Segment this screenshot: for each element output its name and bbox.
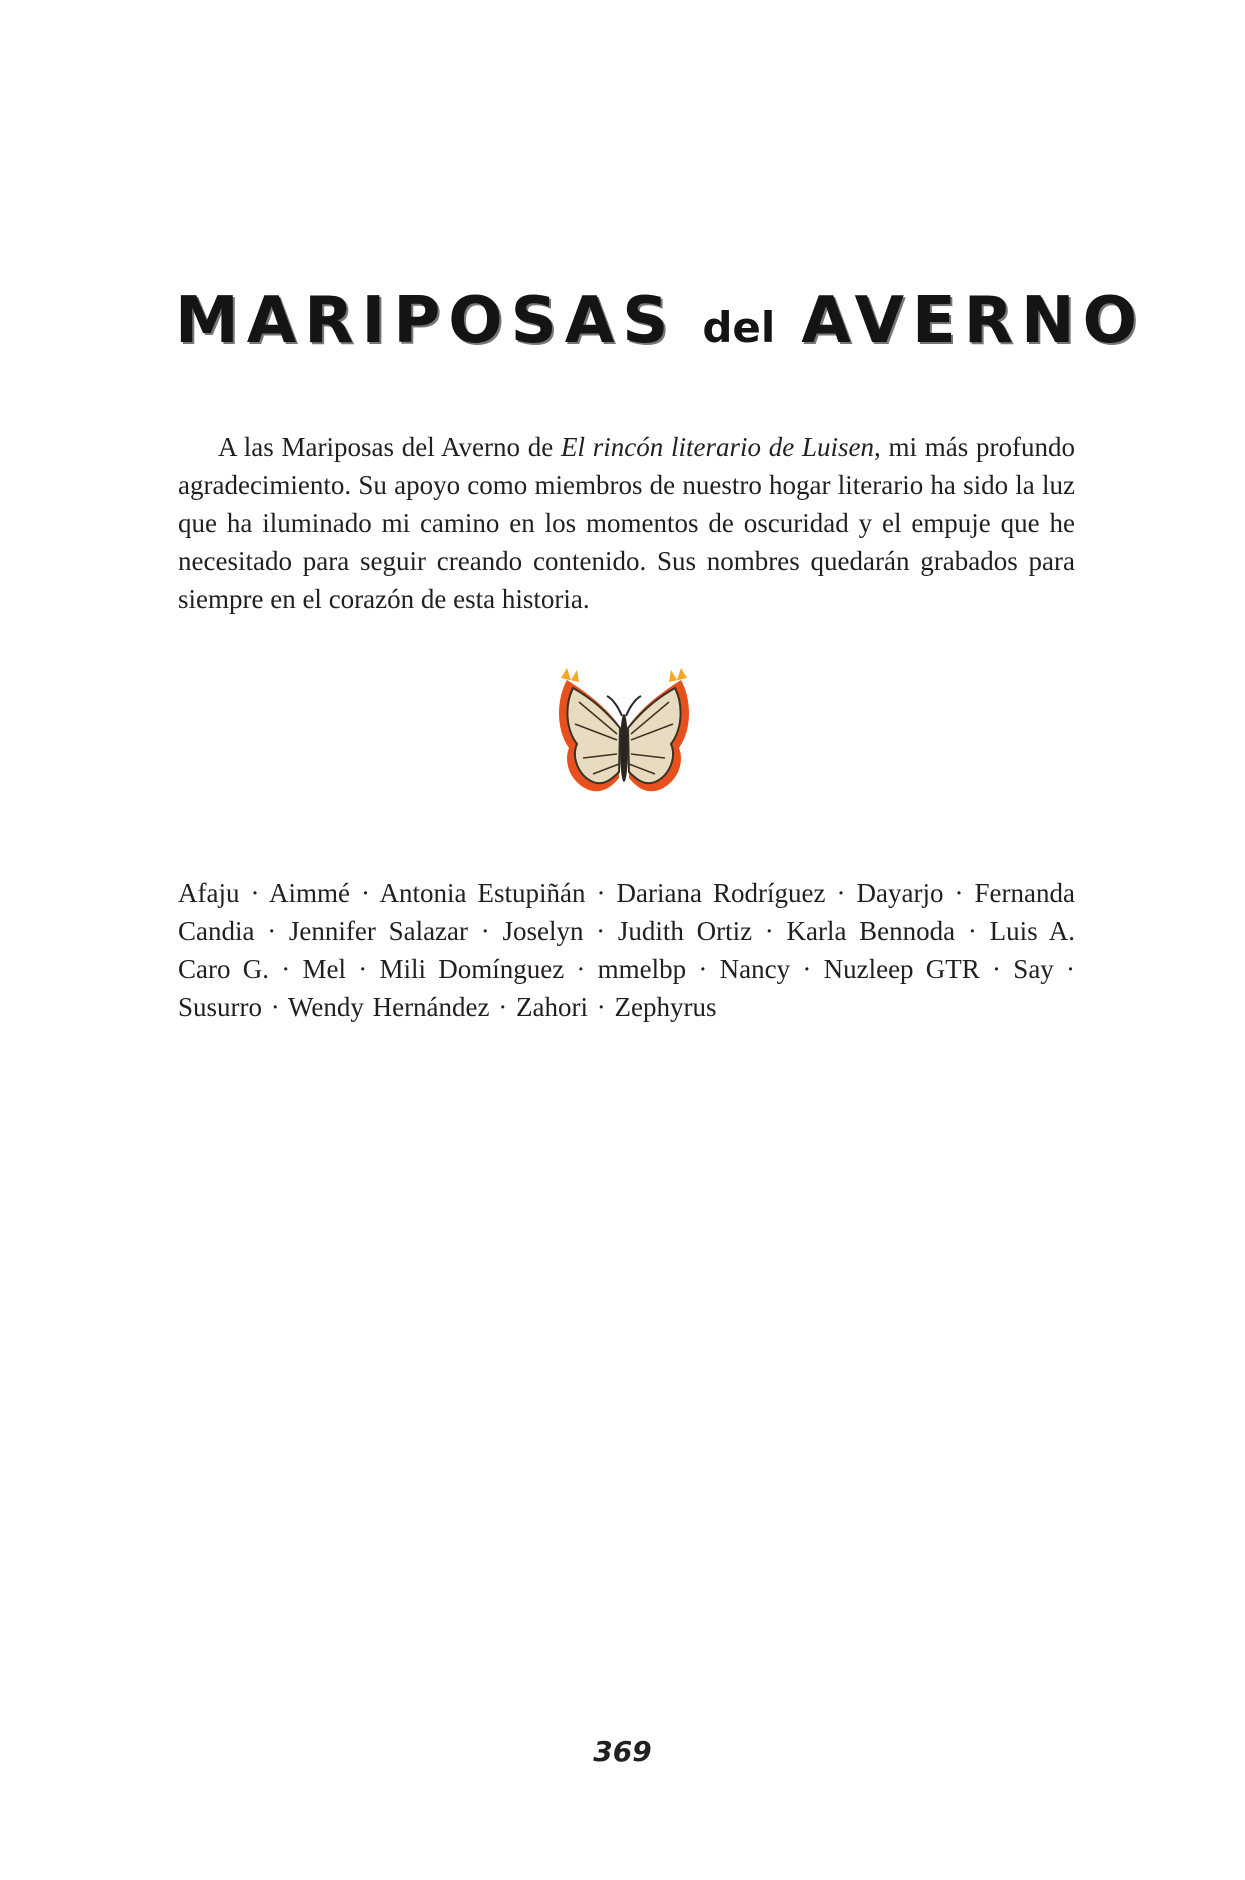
supporter-name: Fernanda Candia bbox=[178, 878, 1075, 946]
supporter-name: Mel bbox=[302, 954, 346, 984]
supporter-name: Judith Ortiz bbox=[617, 916, 753, 946]
page-number: 369 bbox=[593, 1735, 652, 1768]
title-word-averno: AVERNO bbox=[801, 284, 1145, 358]
name-separator: · bbox=[583, 916, 618, 946]
supporters-list bbox=[178, 874, 1075, 1026]
supporter-name: Nuzleep GTR bbox=[823, 954, 980, 984]
dedication-text-end: , mi más profundo agradecimiento. Su apoyo como miembros de nuestro hogar literario ha sido la luz que ha iluminado mi camino en los momentos de oscuridad y el empuje que he necesitado para seguir creando contenido. Sus nombres quedarán grabados para siempre en el corazón de esta historia. bbox=[178, 432, 1075, 614]
supporter-name: Zephyrus bbox=[614, 992, 717, 1022]
dedication-book-title: El rincón literario de Luisen bbox=[560, 432, 874, 462]
supporter-name: mmelbp bbox=[597, 954, 687, 984]
supporter-name: Jennifer Salazar bbox=[288, 916, 469, 946]
title-word-del: del bbox=[702, 303, 776, 352]
supporter-name: Dariana Rodríguez bbox=[616, 878, 826, 908]
dedication-paragraph bbox=[178, 428, 1075, 618]
name-separator: · bbox=[955, 916, 990, 946]
name-separator: · bbox=[345, 954, 380, 984]
name-separator: · bbox=[752, 916, 787, 946]
name-separator: · bbox=[254, 916, 289, 946]
supporter-name: Aimmé bbox=[269, 878, 351, 908]
name-separator: · bbox=[979, 954, 1014, 984]
supporter-name: Karla Bennoda bbox=[786, 916, 956, 946]
name-separator: · bbox=[564, 954, 598, 984]
supporter-name: Susurro bbox=[178, 992, 263, 1022]
name-separator: · bbox=[790, 954, 824, 984]
name-separator: · bbox=[468, 916, 503, 946]
supporter-name: Zahori bbox=[516, 992, 588, 1022]
name-separator: · bbox=[268, 954, 303, 984]
name-separator: · bbox=[686, 954, 720, 984]
name-separator: · bbox=[489, 992, 517, 1022]
page-title bbox=[175, 284, 1145, 364]
supporter-name: Mili Domínguez bbox=[379, 954, 565, 984]
supporter-name: Nancy bbox=[719, 954, 791, 984]
supporter-name: Dayarjo bbox=[856, 878, 944, 908]
title-word-mariposas: MARIPOSAS bbox=[175, 284, 677, 358]
supporter-name: Afaju bbox=[178, 878, 240, 908]
supporter-name: Antonia Estupiñán bbox=[379, 878, 586, 908]
name-separator: · bbox=[585, 878, 617, 908]
supporter-name: Luis A. Caro G. bbox=[178, 916, 1076, 984]
dedication-text-start: A las Mariposas del Averno de bbox=[218, 432, 561, 462]
name-separator: · bbox=[262, 992, 289, 1022]
supporter-name: Joselyn bbox=[502, 916, 584, 946]
name-separator: · bbox=[350, 878, 380, 908]
name-separator: · bbox=[239, 878, 270, 908]
name-separator: · bbox=[1053, 954, 1076, 984]
name-separator: · bbox=[588, 992, 615, 1022]
supporter-name: Wendy Hernández bbox=[288, 992, 490, 1022]
name-separator: · bbox=[825, 878, 857, 908]
supporter-name: Say bbox=[1013, 954, 1054, 984]
name-separator: · bbox=[943, 878, 975, 908]
flaming-butterfly-icon bbox=[549, 668, 699, 818]
